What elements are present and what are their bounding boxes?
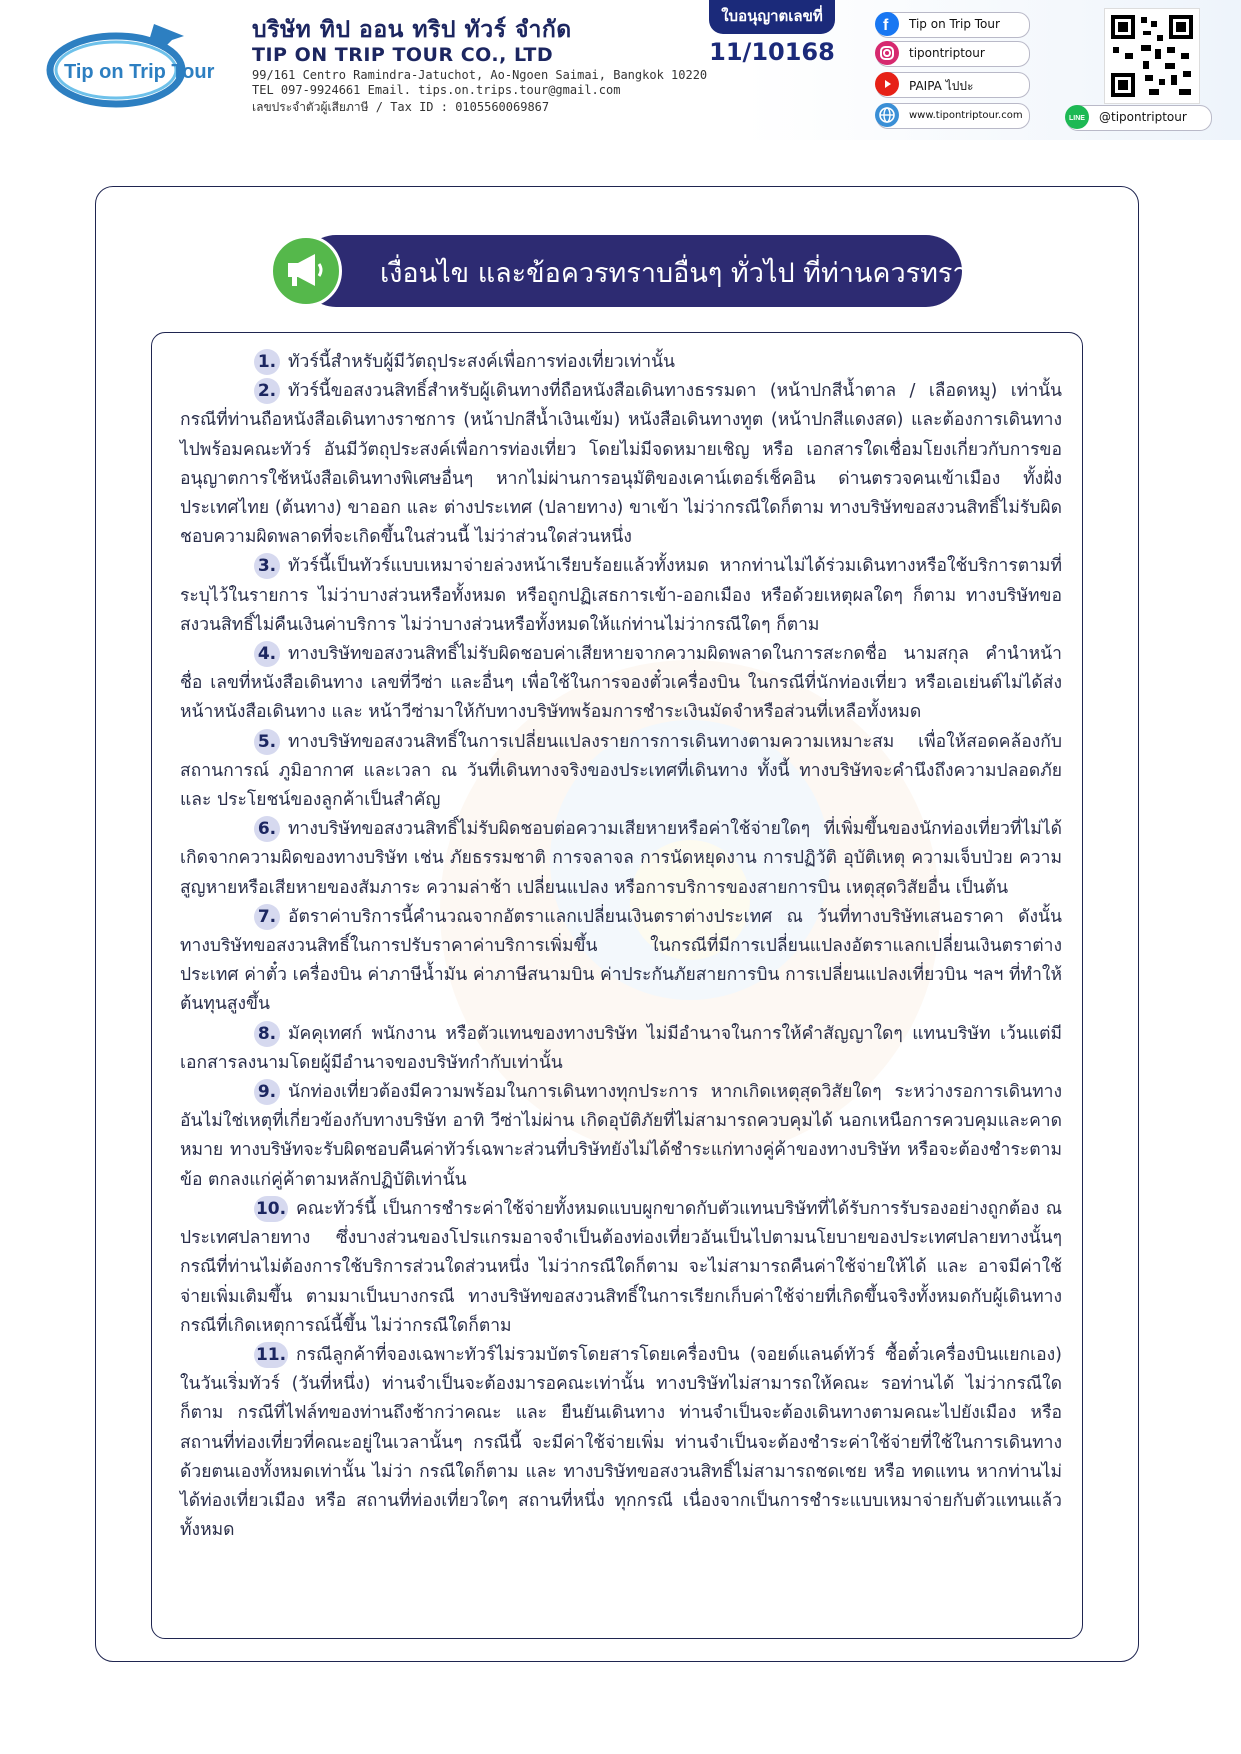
license-block	[692, 0, 852, 70]
item-text: ทัวร์นี้สำหรับผู้มีวัตถุประสงค์เพื่อการท่องเที่ยวเท่านั้น	[288, 352, 675, 372]
item-text: ทัวร์นี้เป็นทัวร์แบบเหมาจ่ายล่วงหน้าเรียบร้อยแล้วทั้งหมด หากท่านไม่ได้ร่วมเดินทางหรือใช้บริการตามที่ระบุไว้ในรายการ ไม่ว่าบางส่วนหรือทั้งหมด หรือถูกปฏิเสธการเข้า-ออกเมือง หรือด้วยเหตุผลใดๆ ก็ตาม ทางบริษัทขอสงวนสิทธิ์ไม่คืนเงินค่าบริการ ไม่ว่าบางส่วนหรือทั้งหมดให้แก่ท่านไม่ว่ากรณีใดๆ ก็ตาม	[180, 556, 1062, 635]
condition-item	[180, 377, 1062, 552]
item-number: 7.	[254, 904, 280, 930]
item-number: 3.	[254, 553, 280, 579]
item-number: 1.	[254, 349, 280, 375]
item-text: ทางบริษัทขอสงวนสิทธิ์ไม่รับผิดชอบค่าเสียหายจากความผิดพลาดในการสะกดชื่อ นามสกุล คำนำหน้าชื่อ เลขที่หนังสือเดินทาง เลขที่วีซ่า และอื่นๆ เพื่อใช้ในการจองตั๋วเครื่องบิน ในกรณีที่นักท่องเที่ยว หรือเอเย่นต์ไม่ได้ส่งหน้าหนังสือเดินทาง และ หน้าวีซ่ามาให้กับทางบริษัทพร้อมการชำระเงินมัดจำหรือส่วนที่เหลือทั้งหมด	[180, 644, 1062, 723]
title-bar	[300, 235, 985, 307]
instagram-icon	[875, 41, 899, 65]
youtube-icon	[875, 72, 899, 96]
item-text: กรณีลูกค้าที่จองเฉพาะทัวร์ไม่รวมบัตรโดยสารโดยเครื่องบิน (จอยด์แลนด์ทัวร์ ซื้อตั๋วเครื่องบินแยกเอง) ในวันเริ่มทัวร์ (วันที่หนึ่ง) ท่านจำเป็นจะต้องมารอคณะเท่านั้น ทางบริษัทไม่สามารถให้คณะ รอท่านได้ ไม่ว่ากรณีใดก็ตาม กรณีที่ไฟล์ทของท่านถึงช้ากว่าคณะ และ ยืนยันเดินทาง ท่านจำเป็นจะต้องเดินทางตามคณะไปยังเมือง หรือ สถานที่ท่องเที่ยวที่คณะอยู่ในเวลานั้นๆ กรณีนี้ จะมีค่าใช้จ่ายเพิ่ม ท่านจำเป็นจะต้องชำระค่าใช้จ่ายที่ใช้ในการเดินทางด้วยตนเองทั้งหมดเท่านั้น ไม่ว่า กรณีใดก็ตาม และ ทางบริษัทขอสงวนสิทธิ์ไม่สามารถชดเชย หรือ ทดแทน หากท่านไม่ได้ท่องเที่ยวเมือง หรือ สถานที่ท่องเที่ยวใดๆ สถานที่หนึ่ง ทุกกรณี เนื่องจากเป็นการชำระแบบเหมาจ่ายกับตัวแทนแล้วทั้งหมด	[180, 1344, 1062, 1541]
item-number: 6.	[254, 816, 280, 842]
license-number: 11/10168	[709, 38, 835, 66]
item-text: ทางบริษัทขอสงวนสิทธิ์ในการเปลี่ยนแปลงรายการการเดินทางตามความเหมาะสม เพื่อให้สอดคล้องกับ สถานการณ์ ภูมิอากาศ และเวลา ณ วันที่เดินทางจริงของประเทศที่เดินทาง ทั้งนี้ ทางบริษัทจะคำนึงถึงความปลอดภัย และ ประโยชน์ของลูกค้าเป็นสำคัญ	[180, 731, 1062, 811]
condition-item	[180, 1020, 1062, 1078]
youtube-label: PAIPA ไปปะ	[909, 79, 974, 93]
item-text: ทัวร์นี้ขอสงวนสิทธิ์สำหรับผู้เดินทางที่ถือหนังสือเดินทางธรรมดา (หน้าปกสีน้ำตาล / เลือดหมู) เท่านั้น กรณีที่ท่านถือหนังสือเดินทางราชการ (หน้าปกสีน้ำเงินเข้ม) หนังสือเดินทางทูต (หน้าปกสีแดงสด) และต้องการเดินทางไปพร้อมคณะทัวร์ อันมีวัตถุประสงค์เพื่อการท่องเที่ยว โดยไม่มีจดหมายเชิญ หรือ เอกสารใดเชื่อมโยงเกี่ยวกับการขออนุญาตการใช้หนังสือเดินทางพิเศษอื่นๆ หากไม่ผ่านการอนุมัติของเคาน์เตอร์เช็คอิน ด่านตรวจคนเข้าเมือง ทั้งฝั่งประเทศไทย (ต้นทาง) ขาออก และ ต่างประเทศ (ปลายทาง) ขาเข้า ไม่ว่ากรณีใดก็ตาม ทางบริษัทขอสงวนสิทธิ์ไม่รับผิดชอบความผิดพลาดที่จะเกิดขึ้นในส่วนนี้ ไม่ว่าส่วนใดส่วนหนึ่ง	[180, 381, 1062, 548]
company-address: 99/161 Centro Ramindra-Jatuchot, Ao-Ngoen Saimai, Bangkok 10220	[252, 68, 708, 82]
svg-text:f: f	[883, 17, 889, 34]
company-name-thai: บริษัท ทิป ออน ทริป ทัวร์ จำกัด	[252, 17, 572, 43]
facebook-label: Tip on Trip Tour	[909, 17, 1000, 31]
item-number: 4.	[254, 641, 280, 667]
line-link[interactable]	[1066, 105, 1212, 131]
license-label: ใบอนุญาตเลขที่	[709, 0, 835, 34]
company-logo	[44, 14, 230, 114]
youtube-link[interactable]	[876, 72, 1030, 98]
megaphone-icon	[270, 235, 342, 307]
website-label: www.tipontriptour.com	[909, 110, 1023, 121]
website-link[interactable]	[876, 103, 1030, 129]
condition-item	[180, 728, 1062, 816]
instagram-link[interactable]	[876, 41, 1030, 67]
item-text: ทางบริษัทขอสงวนสิทธิ์ไม่รับผิดชอบต่อความเสียหายหรือค่าใช้จ่ายใดๆ ที่เพิ่มขึ้นของนักท่องเที่ยวที่ไม่ได้เกิดจากความผิดของทางบริษัท เช่น ภัยธรรมชาติ การจลาจล การนัดหยุดงาน การปฏิวัติ อุบัติเหตุ ความเจ็บป่วย ความสูญหายหรือเสียหายของสัมภาระ ความล่าช้า เปลี่ยนแปลง หรือการบริการของสายการบิน เหตุสุดวิสัยอื่น เป็นต้น	[180, 819, 1062, 898]
conditions-list	[180, 348, 1062, 1545]
item-number: 11.	[254, 1342, 288, 1368]
condition-item	[180, 903, 1062, 1020]
company-name-english: TIP ON TRIP TOUR CO., LTD	[252, 44, 554, 66]
instagram-label: tipontriptour	[909, 46, 985, 60]
item-number: 9.	[254, 1079, 280, 1105]
company-tax-id: เลขประจำตัวผู้เสียภาษี / Tax ID : 0105560069867	[252, 100, 550, 114]
condition-item	[180, 1195, 1062, 1341]
page-title: เงื่อนไข และข้อควรทราบอื่นๆ ทั่วไป ที่ท่านควรทราบ	[380, 258, 985, 289]
globe-icon	[875, 103, 899, 127]
condition-item	[180, 348, 1062, 377]
item-text: นักท่องเที่ยวต้องมีความพร้อมในการเดินทางทุกประการ หากเกิดเหตุสุดวิสัยใดๆ ระหว่างรอการเดินทาง อันไม่ใช่เหตุที่เกี่ยวข้องกับทางบริษัท อาทิ วีซ่าไม่ผ่าน เกิดอุบัติภัยที่ไม่สามารถควบคุมได้ นอกเหนือการควบคุมและคาดหมาย ทางบริษัทจะรับผิดชอบคืนค่าทัวร์เฉพาะส่วนที่บริษัทยังไม่ได้ชำระแก่ทางคู่ค้าของทางบริษัท หรือจะต้องชำระตามข้อ ตกลงแก่คู่ค้าตามหลักปฏิบัติเท่านั้น	[180, 1082, 1062, 1190]
line-icon	[1065, 105, 1089, 129]
item-number: 5.	[254, 729, 280, 755]
item-text: มัคคุเทศก์ พนักงาน หรือตัวแทนของทางบริษัท ไม่มีอำนาจในการให้คำสัญญาใดๆ แทนบริษัท เว้นแต่มีเอกสารลงนามโดยผู้มีอำนาจของบริษัทกำกับเท่านั้น	[180, 1023, 1062, 1073]
logo-text: Tip on Trip Tour	[64, 61, 215, 83]
item-number: 2.	[254, 378, 280, 404]
facebook-link[interactable]	[876, 12, 1030, 38]
letterhead	[0, 0, 1241, 140]
section-title-banner	[270, 235, 985, 307]
company-contact: TEL 097-9924661 Email. tips.on.trips.tour@gmail.com	[252, 83, 621, 97]
item-text: อัตราค่าบริการนี้คำนวณจากอัตราแลกเปลี่ยนเงินตราต่างประเทศ ณ วันที่ทางบริษัทเสนอราคา ดังนั้น ทางบริษัทขอสงวนสิทธิ์ในการปรับราคาค่าบริการเพิ่มขึ้น ในกรณีที่มีการเปลี่ยนแปลงอัตราแลกเปลี่ยนเงินตราต่างประเทศ ค่าตั๋ว เครื่องบิน ค่าภาษีน้ำมัน ค่าภาษีสนามบิน ค่าประกันภัยสายการบิน การเปลี่ยนแปลงเที่ยวบิน ฯลฯ ที่ทำให้ต้นทุนสูงขึ้น	[180, 906, 1062, 1015]
condition-item	[180, 552, 1062, 640]
qr-code[interactable]	[1104, 8, 1200, 104]
item-text: คณะทัวร์นี้ เป็นการชำระค่าใช้จ่ายทั้งหมดแบบผูกขาดกับตัวแทนบริษัทที่ได้รับการรับรองอย่างถูกต้อง ณ ประเทศปลายทาง ซึ่งบางส่วนของโปรแกรมอาจจำเป็นต้องท่องเที่ยวอันเป็นไปตามนโยบายของประเทศปลายทางนั้นๆ กรณีที่ท่านไม่ต้องการใช้บริการส่วนใดส่วนหนึ่ง ไม่ว่ากรณีใดก็ตาม จะไม่สามารถคืนค่าใช้จ่ายให้ได้ และ อาจมีค่าใช้จ่ายเพิ่มเติมขึ้น ตามมาเป็นบางกรณี ทางบริษัทขอสงวนสิทธิ์ในการเรียกเก็บค่าใช้จ่ายที่เกิดขึ้นจริงทั้งหมดกับผู้เดินทาง กรณีที่เกิดเหตุการณ์นี้ขึ้น ไม่ว่ากรณีใดก็ตาม	[180, 1198, 1062, 1336]
condition-item	[180, 1341, 1062, 1545]
condition-item	[180, 1078, 1062, 1195]
item-number: 10.	[254, 1196, 288, 1222]
facebook-icon	[875, 12, 899, 36]
line-label: @tipontriptour	[1099, 110, 1187, 124]
condition-item	[180, 640, 1062, 728]
svg-text:LINE: LINE	[1069, 115, 1085, 122]
item-number: 8.	[254, 1021, 280, 1047]
condition-item	[180, 815, 1062, 903]
